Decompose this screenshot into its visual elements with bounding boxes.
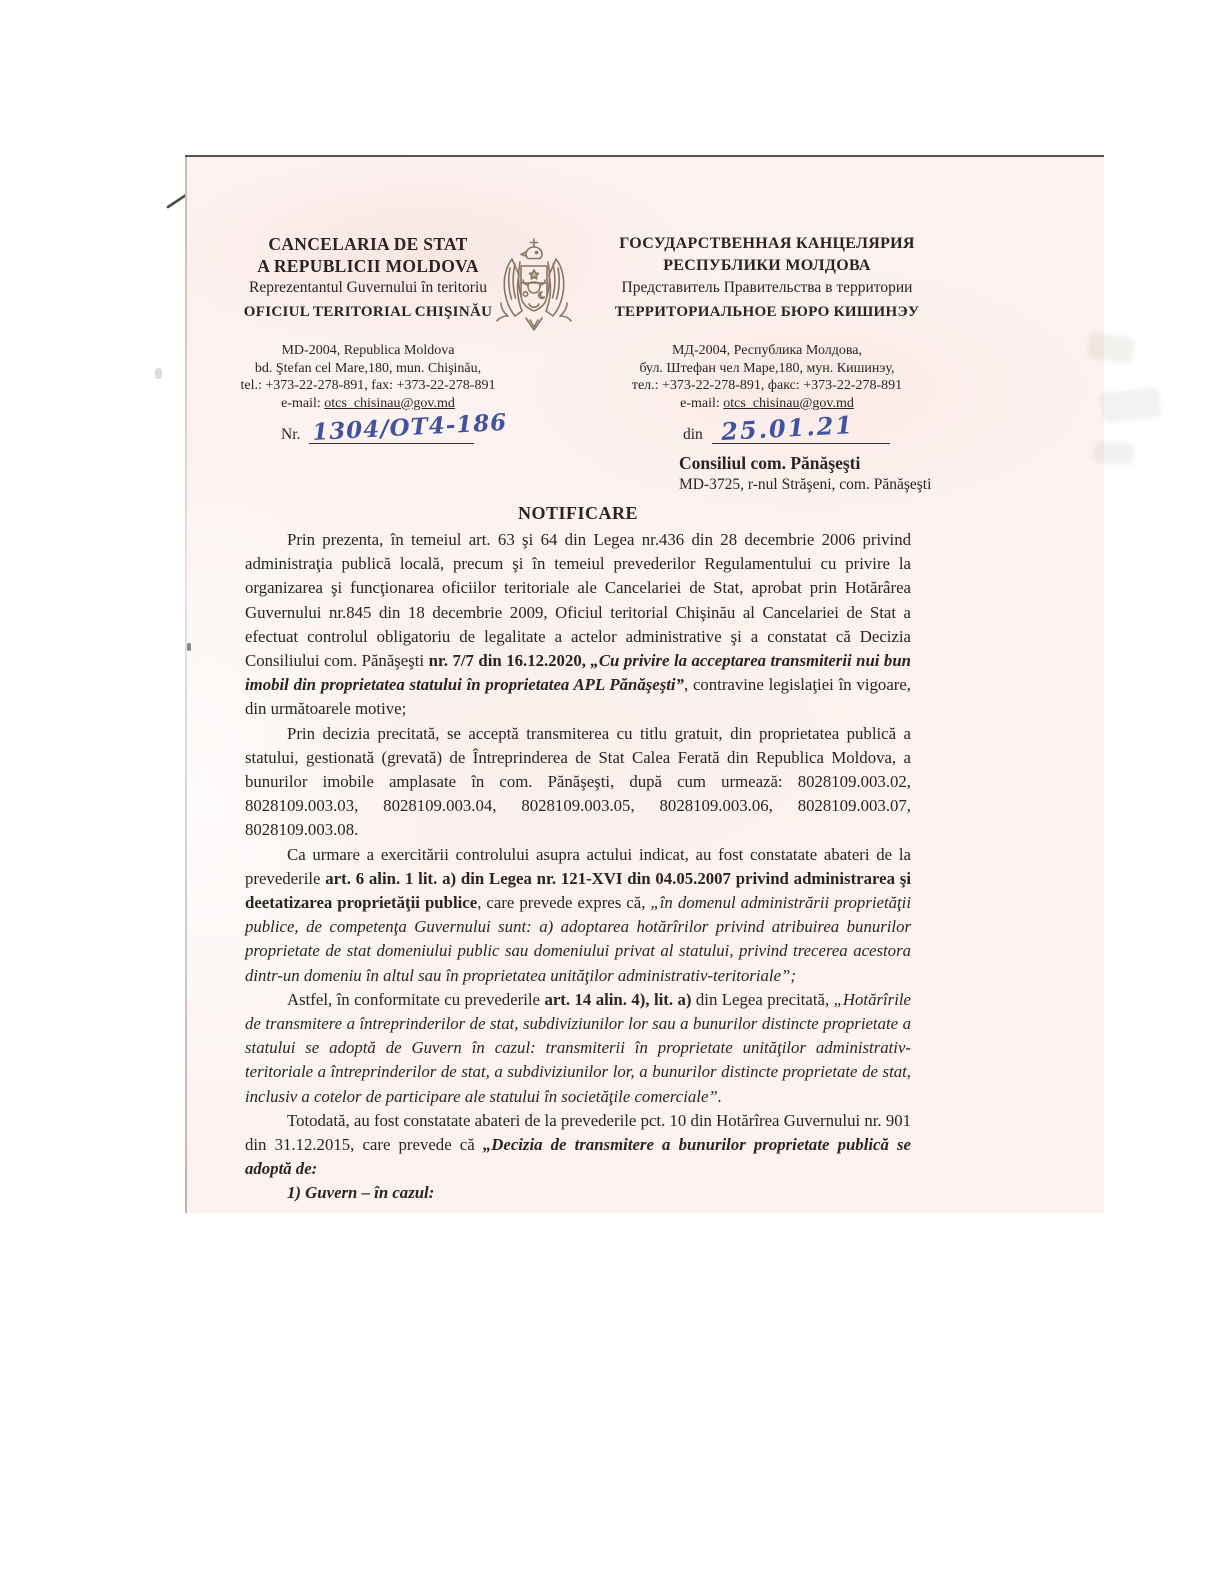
text-run: Prin prezenta, în temeiul art. 63 şi 64 din Legea nr.436 din 28 decembrie 2006 privind administraţia publică locală, precum şi în temeiul prevederilor Regulamentului cu privire la organizarea şi funcţionarea oficiilor teritoriale ale Cancelariei de Stat, aprobat prin Hotărârea Guvernului nr.845 din 18 decembrie 2009, Oficiul teritorial Chişinău al Cancelariei de Stat a efectuat controlul obligatoriu de legalitate a actelor administrative şi a constatat că Decizia Consiliului com. Pănăşeşti	[245, 530, 911, 671]
text-run: , contravine legislaţiei în vigoare, din următoarele motive;	[245, 675, 911, 719]
subtitle-ru: Представитель Правительства в территории	[621, 279, 913, 296]
office-name-ro: OFICIUL TERITORIAL CHIŞINĂU	[243, 304, 493, 320]
office-name-ru: ТЕРРИТОРИАЛЬНОЕ БЮРО КИШИНЭУ	[614, 304, 920, 320]
text-run: Ca urmare a exercitării controlului asupra actului indicat, au fost constatate abateri de la prevederile	[245, 844, 911, 888]
din-label: din	[683, 426, 703, 443]
scan-speck	[155, 368, 162, 379]
paragraph-1	[245, 528, 911, 722]
text-run: „Hotărîrile de transmitere a întreprinderilor de stat, subdiviziunilor lor sau a bunurilor distincte proprietate a statului se adoptă de Guvern în cazul: transmiterii în proprietate unităţilor administrativ-teritoriale a întreprinderilor de stat, a subdiviziunilor lor, a bunurilor distincte proprietate de stat, inclusiv a cotelor de participare ale statului în societăţile comerciale”.	[245, 989, 911, 1106]
letterhead-left	[213, 233, 523, 323]
addressee-address: MD-3725, r-nul Străşeni, com. Pănăşeşti	[679, 476, 932, 493]
org-name-ru-line2: РЕСПУБЛИКИ МОЛДОВА	[663, 257, 871, 274]
text-run: , care prevede expres că,	[477, 893, 651, 913]
handwritten-date: 25.01.21	[720, 410, 855, 446]
paragraph-2	[245, 722, 911, 843]
org-name-ro-line2: A REPUBLICII MOLDOVA	[257, 256, 479, 276]
address-ro-line1: MD-2004, Republica Moldova	[281, 343, 455, 358]
scan-bleedthrough	[1093, 441, 1134, 466]
handwritten-registration-number: 1304/OT4-186	[311, 408, 509, 446]
address-ro-line3: tel.: +373-22-278-891, fax: +373-22-278-891	[240, 378, 496, 393]
subtitle-ro: Reprezentantul Guvernului în teritoriu	[248, 279, 488, 296]
paragraph-3	[245, 843, 911, 988]
text-run: Astfel, în conformitate cu prevederile	[287, 989, 545, 1009]
email-address: otcs_chisinau@gov.md	[723, 395, 854, 411]
text-run: 1) Guvern – în cazul:	[287, 1183, 435, 1203]
text-run: nr. 7/7 din 16.12.2020,	[428, 651, 591, 671]
letterhead-right	[587, 233, 947, 323]
date-row	[683, 405, 890, 444]
text-run: din Legea precitată,	[691, 989, 834, 1009]
address-ru-line1: МД-2004, Республика Молдова,	[671, 343, 863, 358]
org-name-ru-line1: ГОСУДАРСТВЕННАЯ КАНЦЕЛЯРИЯ	[619, 235, 915, 252]
paragraph-6	[245, 1181, 911, 1205]
registration-number-row	[281, 405, 509, 446]
date-rule	[712, 405, 890, 444]
address-right	[587, 342, 947, 412]
email-address: otcs_chisinau@gov.md	[324, 395, 455, 411]
moldova-coat-of-arms-icon	[488, 236, 580, 336]
address-ru-line2: бул. Штефан чел Маре,180, мун. Кишинэу,	[639, 360, 895, 376]
text-run: „în domenul administrării proprietăţii publice, de competenţa Guvernului sunt: a) adoptarea hotărîrilor privind atribuirea bunurilor proprietate de stat domeniului public sau domeniului privat al statului, privind trecerea acestora dintr-un domeniu în altul sau în proprietatea unităţilor administrativ-teritoriale”;	[245, 893, 911, 985]
nr-rule	[309, 405, 509, 446]
addressee-name: Consiliul com. Pănăşeşti	[679, 453, 861, 473]
org-name-ro-line1: CANCELARIA DE STAT	[268, 234, 468, 254]
paragraph-4	[245, 988, 911, 1109]
email-label: e-mail:	[680, 395, 720, 411]
address-left	[213, 342, 523, 412]
text-run: art. 6 alin. 1 lit. a) din Legea nr. 121-XVI din 04.05.2007 privind administrarea şi deetatizarea proprietăţii publice	[245, 868, 911, 913]
text-run: Totodată, au fost constatate abateri de la prevederile pct. 10 din Hotărîrea Guvernului nr. 901 din 31.12.2015, care prevede că	[245, 1110, 911, 1155]
text-run: „Cu privire la acceptarea transmiterii nui bun imobil din proprietatea statului în proprietatea APL Pănăşeşti”	[245, 651, 911, 695]
address-ru-line3: тел.: +373-22-278-891, факс: +373-22-278-891	[631, 378, 903, 393]
document-page	[185, 155, 1104, 1213]
text-run: Prin decizia precitată, se acceptă transmiterea cu titlu gratuit, din proprietatea publică a statului, gestionată (grevată) de Întreprinderea de Stat Calea Ferată din Republica Moldova, a bunurilor imobile amplasate în com. Pănăşeşti, după cum urmează: 8028109.003.02, 8028109.003.03, 8028109.003.04, 8028109.003.05, 8028109.003.06, 8028109.003.07, 8028109.003.08.	[245, 723, 911, 840]
addressee-block	[679, 453, 931, 495]
scan-bleedthrough	[1101, 387, 1162, 423]
scan-speck	[187, 643, 191, 651]
document-title: NOTIFICARE	[517, 503, 638, 523]
nr-label: Nr.	[281, 426, 301, 443]
text-run: art. 14 alin. 4), lit. a)	[544, 989, 692, 1009]
email-label: e-mail:	[281, 395, 321, 411]
document-body	[245, 528, 911, 1206]
address-ro-line2: bd. Ştefan cel Mare,180, mun. Chişinău,	[254, 360, 482, 376]
text-run: „Decizia de transmitere a bunurilor proprietate publică se adoptă de:	[245, 1135, 911, 1179]
paragraph-5	[245, 1109, 911, 1182]
